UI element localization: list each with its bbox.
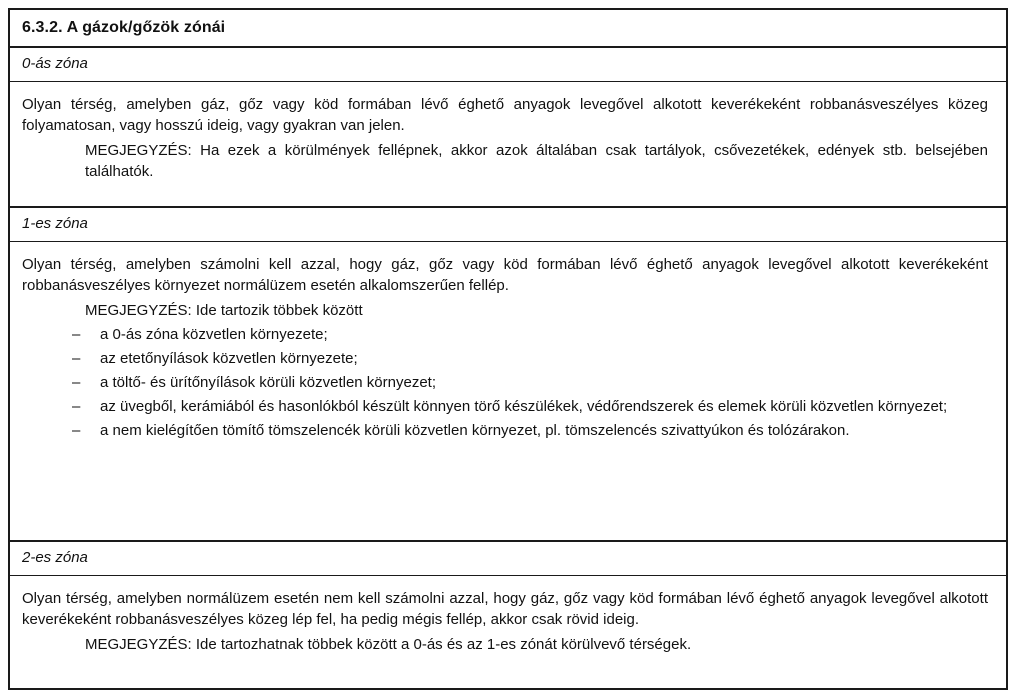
list-item bbox=[22, 324, 988, 345]
list-item bbox=[22, 348, 988, 369]
zone-1-row bbox=[10, 208, 1006, 542]
zone-2-heading-cell bbox=[10, 542, 1006, 576]
list-item-text: a 0-ás zóna közvetlen környezete; bbox=[100, 326, 328, 343]
zone-2-body bbox=[22, 588, 988, 655]
zone-1-note: MEGJEGYZÉS: Ide tartozik többek között bbox=[85, 302, 363, 319]
dash-marker: – bbox=[72, 326, 81, 343]
zone-1-heading: 1-es zóna bbox=[22, 215, 88, 232]
dash-marker: – bbox=[72, 422, 81, 439]
list-item-text: az üvegből, kerámiából és hasonlókból készült könnyen törő készülékek, védőrendszerek és elemek körüli közvetlen környezet; bbox=[100, 398, 948, 415]
list-item bbox=[22, 372, 988, 393]
list-item-text: a nem kielégítően tömítő tömszelencék körüli közvetlen környezet, pl. tömszelencés szivattyúkon és tolózárakon. bbox=[100, 422, 850, 439]
zone-2-note: MEGJEGYZÉS: Ide tartozhatnak többek között a 0-ás és az 1-es zónát körülvevő térségek. bbox=[85, 636, 692, 653]
list-item bbox=[22, 420, 988, 441]
list-item bbox=[22, 396, 988, 417]
zone-1-body bbox=[22, 254, 988, 441]
section-title: 6.3.2. A gázok/gőzök zónái bbox=[22, 19, 226, 36]
zone-0-note: MEGJEGYZÉS: Ha ezek a körülmények fellépnek, akkor azok általában csak tartályok, csővezetékek, edények stb. belsejében találhatók. bbox=[85, 142, 988, 180]
section-header-row bbox=[10, 10, 1006, 48]
zone-1-definition: Olyan térség, amelyben számolni kell azzal, hogy gáz, gőz vagy köd formában lévő éghető anyagok levegővel alkotott keverékeként robbanásveszélyes környezet normálüzem esetén alkalomszerűen fellép. bbox=[22, 256, 988, 294]
zone-0-definition: Olyan térség, amelyben gáz, gőz vagy köd formában lévő éghető anyagok levegővel alkotott keverékeként robbanásveszélyes közeg folyamatosan, vagy hosszú ideig, vagy gyakran van jelen. bbox=[22, 96, 988, 134]
dash-marker: – bbox=[72, 398, 81, 415]
dash-marker: – bbox=[72, 374, 81, 391]
zone-0-body bbox=[22, 94, 988, 182]
zone-0-row bbox=[10, 48, 1006, 208]
zone-2-row bbox=[10, 542, 1006, 688]
dash-marker: – bbox=[72, 350, 81, 367]
zone-1-heading-cell bbox=[10, 208, 1006, 242]
zone-2-definition: Olyan térség, amelyben normálüzem esetén nem kell számolni azzal, hogy gáz, gőz vagy köd formában lévő éghető anyagok levegővel alkotott keverékeként robbanásveszélyes közeg lép fel, ha pedig mégis fellép, akkor csak rövid ideig. bbox=[22, 590, 988, 628]
list-item-text: a töltő- és ürítőnyílások körüli közvetlen környezet; bbox=[100, 374, 436, 391]
zone-2-heading: 2-es zóna bbox=[22, 549, 88, 566]
list-item-text: az etetőnyílások közvetlen környezete; bbox=[100, 350, 358, 367]
zone-0-heading: 0-ás zóna bbox=[22, 55, 88, 72]
zone-0-heading-cell bbox=[10, 48, 1006, 82]
zone-1-list bbox=[22, 324, 988, 441]
zones-table bbox=[8, 8, 1008, 690]
